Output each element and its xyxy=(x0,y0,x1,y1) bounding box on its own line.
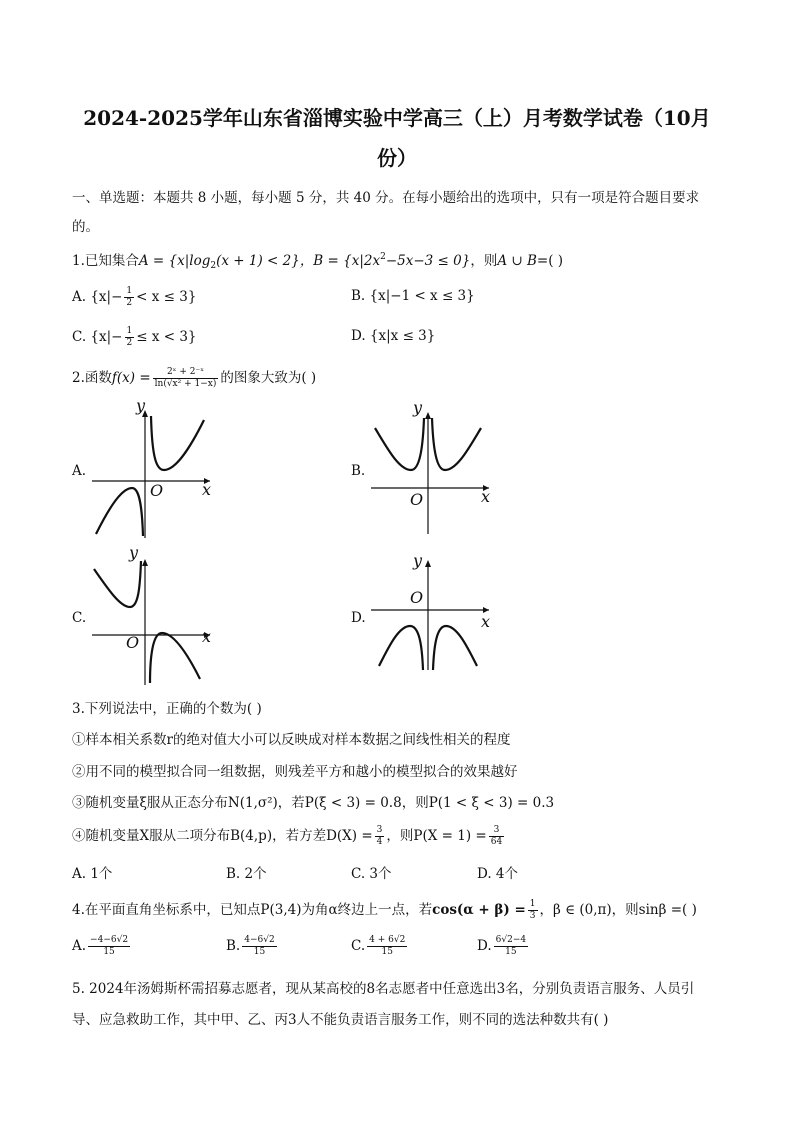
q2-option-d-label: D. xyxy=(351,610,366,626)
q1-option-a-rest: < x ≤ 3} xyxy=(136,289,197,305)
q1-option-c xyxy=(72,326,197,349)
q4-cos-expression: cos(α + β) = xyxy=(432,902,526,918)
q2-stem-suffix: 的图象大致为( ) xyxy=(220,370,317,386)
graph-d-origin-label: O xyxy=(410,588,424,607)
question-3-stem: 3.下列说法中，正确的个数为( ) xyxy=(72,701,262,717)
frac-numerator: 1 xyxy=(126,326,133,336)
graph-c-x-label: x xyxy=(202,627,212,646)
q4-option-d xyxy=(477,935,530,958)
curve-right-branch xyxy=(151,416,204,470)
q1-set-b: ，B = {x|2x xyxy=(299,253,381,269)
section-header-continued: 的。 xyxy=(72,219,99,235)
graph-c-origin-label: O xyxy=(126,633,140,652)
question-2-stem xyxy=(72,366,316,390)
q2-option-a-label: A. xyxy=(72,463,87,479)
q3-statement-4 xyxy=(72,824,506,848)
q4-cos-fraction xyxy=(528,899,538,922)
frac-denominator: 15 xyxy=(103,947,115,957)
q4-option-c xyxy=(351,935,409,958)
frac-numerator: 1 xyxy=(126,286,133,296)
q2-function-fraction xyxy=(153,367,219,390)
question-5-stem: 5. 2024年汤姆斯杯需招募志愿者，现从某高校的8名志愿者中任意选出3名，分别负责语言服务、人员引 xyxy=(72,981,695,997)
curve-right-branch xyxy=(150,633,200,683)
q1-set-a-rest: (x + 1) < 2} xyxy=(216,253,300,269)
question-4-stem xyxy=(72,898,697,922)
q4-stem-prefix: 4.在平面直角坐标系中，已知点P(3,4)为角α终边上一点，若 xyxy=(72,902,433,918)
q1-option-b: B. {x|−1 < x ≤ 3} xyxy=(351,288,475,304)
frac-numerator: 3 xyxy=(376,825,383,835)
frac-denominator: ln(√x² + 1−x) xyxy=(154,379,217,389)
q4-stem-suffix: ，β ∈ (0,π)，则sinβ =( ) xyxy=(539,902,697,918)
frac-denominator: 2 xyxy=(126,298,133,308)
curve-left-branch xyxy=(96,488,143,536)
q3-s4-part-b: ，则P(X = 1) = xyxy=(386,828,487,844)
q3-s4-part-a: ④随机变量X服从二项分布B(4,p)，若方差D(X) = xyxy=(72,828,373,844)
q1-option-d: D. {x|x ≤ 3} xyxy=(351,328,436,344)
curve-left-branch xyxy=(94,561,141,607)
q4-option-b xyxy=(226,935,279,958)
frac-numerator: 6√2−4 xyxy=(495,935,527,945)
q3-statement-3: ③随机变量ξ服从正态分布N(1,σ²)，若P(ξ < 3) = 0.8，则P(1 < ξ < 3) = 0.3 xyxy=(72,795,555,811)
frac-numerator: 3 xyxy=(489,825,504,837)
graph-d-y-label: y xyxy=(413,551,423,570)
q3-option-b: B. 2个 xyxy=(226,866,267,882)
frac-denominator: 64 xyxy=(490,837,503,847)
q1-option-c-rest: ≤ x < 3} xyxy=(136,329,197,345)
graph-option-a xyxy=(88,396,218,541)
frac-numerator: 1 xyxy=(529,899,536,909)
curve-right-branch xyxy=(432,418,481,470)
graph-option-b xyxy=(365,396,495,536)
q3-option-c: C. 3个 xyxy=(351,866,392,882)
frac-denominator: 3 xyxy=(529,911,536,921)
q1-option-a-label: A. {x|− xyxy=(72,289,123,305)
q2-fx: f(x) = xyxy=(111,370,151,386)
q3-s4-variance-fraction xyxy=(375,825,385,848)
page-title-continued: 份） xyxy=(377,146,417,170)
q2-option-b-label: B. xyxy=(351,463,366,479)
graph-d-x-label: x xyxy=(481,612,491,631)
graph-option-d xyxy=(365,548,495,673)
graph-b-y-label: y xyxy=(413,398,423,417)
y-axis-arrow xyxy=(142,559,148,566)
question-1-stem xyxy=(72,249,563,271)
y-axis-arrow xyxy=(425,412,431,419)
frac-denominator: 15 xyxy=(505,947,517,957)
q1-union: A ∪ B xyxy=(497,253,537,269)
q1-stem-prefix: 1.已知集合 xyxy=(72,253,139,269)
q1-set-a: A = {x|log xyxy=(138,253,211,269)
q1-option-a xyxy=(72,286,196,309)
q4-option-d-fraction xyxy=(494,935,528,958)
graph-c-y-label: y xyxy=(129,543,139,562)
q4-option-b-fraction xyxy=(242,935,276,958)
frac-numerator: 4−6√2 xyxy=(244,935,275,945)
q3-statement-1: ①样本相关系数r的绝对值大小可以反映成对样本数据之间线性相关的程度 xyxy=(72,732,511,748)
curve-right-branch xyxy=(433,626,477,670)
graph-option-c xyxy=(88,543,218,688)
q3-option-a: A. 1个 xyxy=(72,866,113,882)
frac-denominator: 15 xyxy=(381,947,393,957)
q3-s4-probability-fraction xyxy=(489,825,504,848)
q1-stem-end: =( ) xyxy=(536,253,564,269)
graph-b-origin-label: O xyxy=(410,490,424,509)
q1-set-b-rest: −5x−3 ≤ 0} xyxy=(385,253,471,269)
frac-numerator: 2ˣ + 2⁻ˣ xyxy=(153,367,219,379)
curve-left-branch xyxy=(379,626,423,670)
q3-option-d: D. 4个 xyxy=(477,866,519,882)
frac-numerator: 4 + 6√2 xyxy=(369,935,406,945)
frac-denominator: 2 xyxy=(126,338,133,348)
q1-set-b-exponent: 2 xyxy=(380,252,386,262)
page-title: 2024-2025学年山东省淄博实验中学高三（上）月考数学试卷（10月 xyxy=(83,106,711,130)
q4-option-d-label: D. xyxy=(477,938,492,954)
y-axis-arrow xyxy=(425,560,431,567)
graph-b-x-label: x xyxy=(481,487,491,506)
graph-a-origin-label: O xyxy=(150,481,164,500)
q2-option-c-label: C. xyxy=(72,610,87,626)
frac-denominator: 15 xyxy=(253,947,266,957)
frac-numerator: −4−6√2 xyxy=(90,935,129,945)
graph-a-x-label: x xyxy=(202,480,212,499)
frac-denominator: 4 xyxy=(376,837,383,847)
q1-stem-mid: ，则 xyxy=(470,253,498,269)
question-5-stem-continued: 导、应急救助工作，其中甲、乙、丙3人不能负责语言服务工作，则不同的选法种数共有( ) xyxy=(72,1012,609,1028)
q4-option-c-fraction xyxy=(367,935,407,958)
graph-a-y-label: y xyxy=(136,396,146,415)
q3-statement-2: ②用不同的模型拟合同一组数据，则残差平方和越小的模型拟合的效果越好 xyxy=(72,764,518,780)
q4-option-a xyxy=(72,935,132,958)
curve-left-branch xyxy=(375,418,424,470)
q1-option-c-label: C. {x|− xyxy=(72,329,123,345)
q4-option-b-label: B. xyxy=(226,938,241,954)
q4-option-c-label: C. xyxy=(351,938,366,954)
q4-option-a-fraction xyxy=(88,935,130,958)
q2-stem-prefix: 2.函数 xyxy=(72,370,112,386)
q1-option-c-fraction xyxy=(125,326,135,349)
q1-option-a-fraction xyxy=(124,286,134,309)
q1-log-base: 2 xyxy=(210,261,217,271)
section-header: 一、单选题：本题共 8 小题，每小题 5 分，共 40 分。在每小题给出的选项中，只有一项是符合题目要求 xyxy=(72,190,700,206)
q4-option-a-label: A. xyxy=(72,938,87,954)
